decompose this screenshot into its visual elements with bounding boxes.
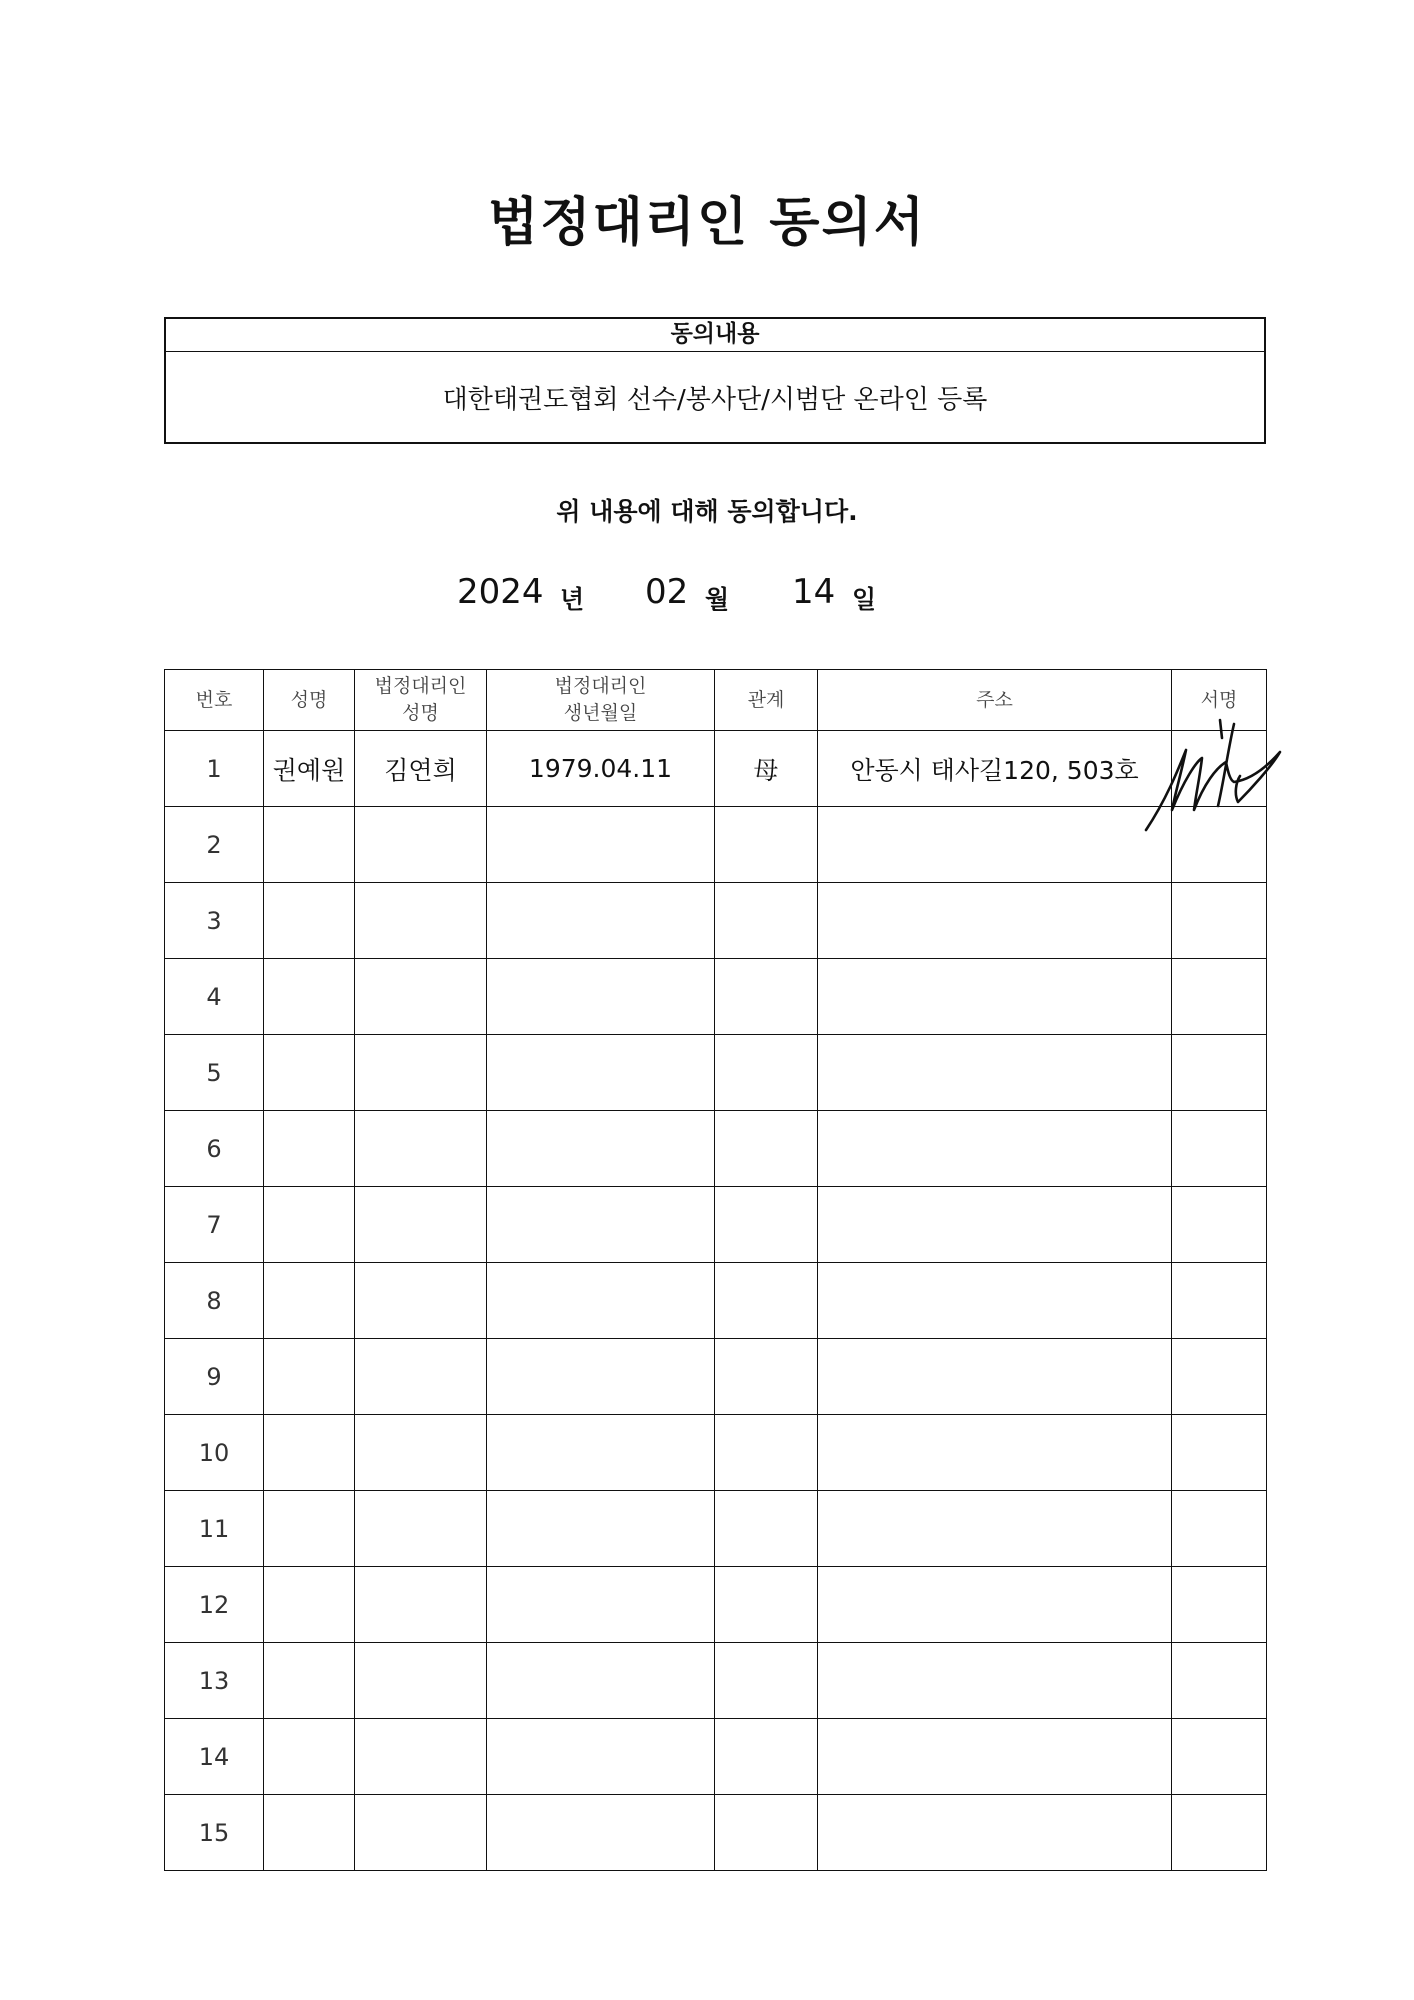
table-row — [165, 1491, 1267, 1567]
row-no: 11 — [165, 1491, 264, 1567]
document-title: 법정대리인 동의서 — [488, 193, 926, 253]
row-no: 2 — [165, 807, 264, 883]
table-row — [165, 1643, 1267, 1719]
row-guardian-name: 김연희 — [355, 731, 487, 807]
date-month-unit: 월 — [705, 585, 730, 614]
consent-heading: 동의내용 — [166, 319, 1264, 352]
table-row — [165, 1567, 1267, 1643]
table-header-row — [165, 670, 1267, 731]
table-row — [165, 1795, 1267, 1871]
row-no: 10 — [165, 1415, 264, 1491]
row-no: 12 — [165, 1567, 264, 1643]
guardian-table — [164, 669, 1267, 1871]
row-no: 6 — [165, 1111, 264, 1187]
table-row — [165, 1719, 1267, 1795]
row-no: 14 — [165, 1719, 264, 1795]
row-no: 7 — [165, 1187, 264, 1263]
consent-content: 대한태권도협회 선수/봉사단/시범단 온라인 등록 — [442, 384, 988, 415]
header-signature: 서명 — [1172, 670, 1267, 731]
table-row — [165, 1263, 1267, 1339]
header-guardian-name: 법정대리인 성명 — [355, 670, 487, 731]
date-line — [0, 568, 1414, 618]
row-no: 8 — [165, 1263, 264, 1339]
date-day-unit: 일 — [852, 585, 877, 614]
header-address: 주소 — [818, 670, 1172, 731]
consent-box — [164, 317, 1266, 444]
header-guardian-birth: 법정대리인 생년월일 — [487, 670, 715, 731]
agreement-statement: 위 내용에 대해 동의합니다. — [556, 497, 858, 526]
row-no: 1 — [165, 731, 264, 807]
table-row — [165, 1187, 1267, 1263]
row-relation: 母 — [715, 731, 818, 807]
row-address: 안동시 태사길120, 503호 — [818, 731, 1172, 807]
row-guardian-birth: 1979.04.11 — [487, 731, 715, 807]
handwritten-signature — [1138, 710, 1288, 840]
table-row — [165, 1111, 1267, 1187]
header-no: 번호 — [165, 670, 264, 731]
row-no: 3 — [165, 883, 264, 959]
header-name: 성명 — [264, 670, 355, 731]
date-year-unit: 년 — [560, 585, 585, 614]
row-no: 4 — [165, 959, 264, 1035]
date-year: 2024 — [457, 572, 544, 612]
row-no: 13 — [165, 1643, 264, 1719]
table-row — [165, 883, 1267, 959]
table-row — [165, 1339, 1267, 1415]
table-row — [165, 959, 1267, 1035]
row-no: 15 — [165, 1795, 264, 1871]
table-row — [165, 1415, 1267, 1491]
header-relation: 관계 — [715, 670, 818, 731]
date-day: 14 — [792, 572, 836, 612]
date-month: 02 — [645, 572, 689, 612]
row-name: 권예원 — [264, 731, 355, 807]
table-row — [165, 1035, 1267, 1111]
table-row — [165, 731, 1267, 807]
row-no: 5 — [165, 1035, 264, 1111]
row-no: 9 — [165, 1339, 264, 1415]
table-row — [165, 807, 1267, 883]
